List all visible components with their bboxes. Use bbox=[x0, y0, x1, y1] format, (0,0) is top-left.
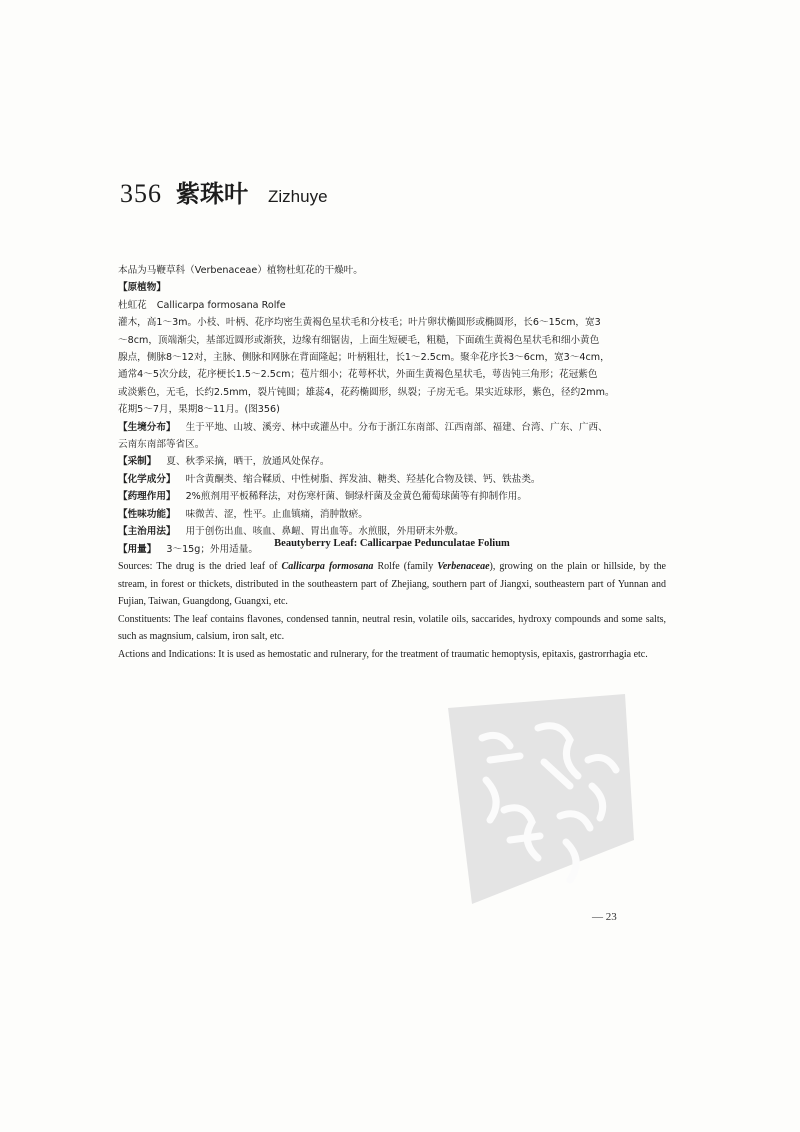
section-habitat: 【生境分布】 生于平地、山坡、溪旁、林中或灌丛中。分布于浙江东南部、江西南部、福建、台湾、广东、广西、 bbox=[118, 421, 608, 433]
chinese-text bbox=[118, 262, 666, 558]
plant-name: 杜虹花 Callicarpa formosana Rolfe bbox=[118, 299, 286, 311]
intro-line: 本品为马鞭草科（Verbenaceae）植物杜虹花的干燥叶。 bbox=[118, 265, 363, 276]
plant-desc-line: 花期5～7月，果期8～11月。(图356) bbox=[118, 404, 280, 416]
plant-header: 【原植物】 bbox=[118, 282, 166, 294]
plant-desc-line: ～8cm，顶端渐尖，基部近圆形或渐狭，边缘有细锯齿，上面生短硬毛，粗糙，下面疏生黄褐色星状毛和细小黄色 bbox=[118, 334, 600, 346]
section-dosage: 【用量】 3～15g；外用适量。 bbox=[118, 543, 258, 555]
section-chemistry: 【化学成分】 叶含黄酮类、缩合鞣质、中性树脂、挥发油、糖类、羟基化合物及镁、钙、铁盐类。 bbox=[118, 473, 541, 485]
plant-desc-line: 灌木，高1～3m。小枝、叶柄、花序均密生黄褐色星状毛和分枝毛；叶片卵状椭圆形或椭圆形，长6～15cm，宽3 bbox=[118, 317, 601, 329]
plant-desc-line: 腺点，侧脉8～12对，主脉、侧脉和网脉在背面隆起；叶柄粗壮，长1～2.5cm。聚伞花序长3～6cm，宽3～4cm， bbox=[118, 352, 610, 364]
english-text bbox=[118, 558, 666, 664]
entry-name-pinyin: Zizhuye bbox=[268, 187, 328, 206]
english-title: Beautyberry Leaf: Callicarpae Pedunculatae Folium bbox=[274, 538, 510, 549]
plant-desc-line: 通常4～5次分歧，花序梗长1.5～2.5cm；苞片细小；花萼杯状，外面生黄褐色星状毛，萼齿钝三角形；花冠紫色 bbox=[118, 369, 598, 381]
section-pharmacology: 【药理作用】 2%煎剂用平板稀释法，对伤寒杆菌、铜绿杆菌及金黄色葡萄球菌等有抑制作用。 bbox=[118, 491, 527, 503]
section-usage: 【主治用法】 用于创伤出血、咳血、鼻衄、胃出血等。水煎服，外用研末外敷。 bbox=[118, 526, 464, 538]
english-actions: Actions and Indications: It is used as hemostatic and rulnerary, for the treatment of traumatic hemoptysis, epitaxis, gastrorrhagia etc. bbox=[118, 648, 648, 660]
entry-number: 356 bbox=[120, 179, 162, 208]
section-collection: 【采制】 夏、秋季采摘，晒干，放通风处保存。 bbox=[118, 456, 330, 468]
english-constituents: Constituents: The leaf contains flavones, condensed tannin, neutral resin, volatile oils, saccarides, hydroxy compounds and some salts, such as magnsium, calsium, iron salt, etc. bbox=[118, 613, 666, 643]
section-properties: 【性味功能】 味微苦、涩，性平。止血镇痛，消肿散瘀。 bbox=[118, 508, 368, 520]
entry-title bbox=[120, 174, 328, 209]
seal-watermark-icon bbox=[420, 690, 640, 910]
page-number: — 23 bbox=[592, 911, 617, 923]
entry-name-chinese: 紫珠叶 bbox=[176, 180, 248, 208]
plant-desc-line: 或淡紫色，无毛，长约2.5mm，裂片钝圆；雄蕊4，花药椭圆形，纵裂；子房无毛。果实近球形，紫色，径约2mm。 bbox=[118, 386, 615, 398]
section-habitat-cont: 云南东南部等省区。 bbox=[118, 439, 205, 451]
english-sources: Sources: The drug is the dried leaf of Callicarpa formosana Rolfe (family Verbenaceae), growing on the plain or hillside, by the stream, in forest or thickets, distributed in the southeastern part of Zhejiang, southern part of Jiangxi, southeastern part of Yunnan and Fujian, Taiwan, Guangdong, Guangxi, etc. bbox=[118, 561, 666, 608]
